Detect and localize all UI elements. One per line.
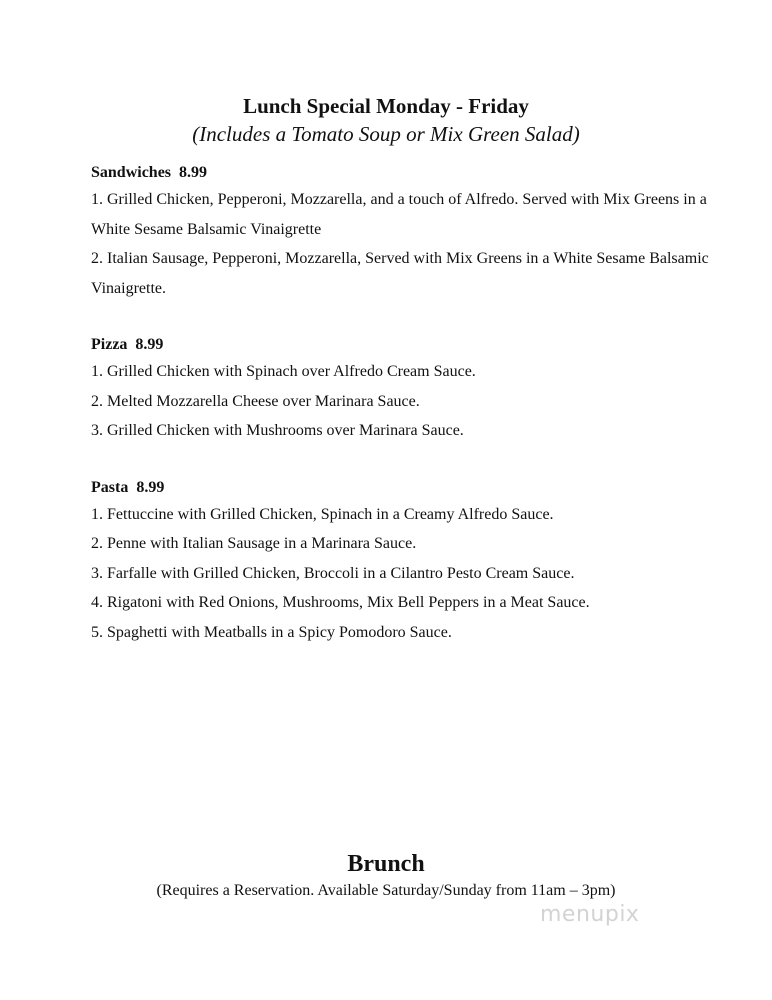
section-heading: Pizza 8.99 [91,336,164,353]
section-pasta [91,475,711,648]
menu-item: 2. Penne with Italian Sausage in a Marinara Sauce. [91,535,417,552]
menupix-watermark: menupix [540,902,640,927]
brunch-title: Brunch [347,851,425,877]
menu-item: 1. Grilled Chicken, Pepperoni, Mozzarella, and a touch of Alfredo. Served with Mix Greens in a White Sesame Balsamic Vinaigrette [91,191,707,238]
section-sandwiches [91,160,711,303]
menu-item: 3. Farfalle with Grilled Chicken, Broccoli in a Cilantro Pesto Cream Sauce. [91,564,575,582]
page-subtitle: (Includes a Tomato Soup or Mix Green Salad) [192,122,580,146]
page-title: Lunch Special Monday - Friday [243,94,529,118]
menu-item: 1. Grilled Chicken with Spinach over Alfredo Cream Sauce. [91,363,476,380]
menu-item: 1. Fettuccine with Grilled Chicken, Spinach in a Creamy Alfredo Sauce. [91,505,554,523]
brunch-section [0,848,772,902]
menu-item: 4. Rigatoni with Red Onions, Mushrooms, Mix Bell Peppers in a Meat Sauce. [91,594,590,611]
menu-item: 2. Melted Mozzarella Cheese over Marinara Sauce. [91,392,420,410]
lunch-special-header [0,92,772,148]
section-heading: Pasta 8.99 [91,478,165,496]
menu-sections [91,160,711,676]
section-heading: Sandwiches 8.99 [91,164,208,181]
brunch-note: (Requires a Reservation. Available Saturday/Sunday from 11am – 3pm) [156,882,616,899]
menu-item: 2. Italian Sausage, Pepperoni, Mozzarella, Served with Mix Greens in a White Sesame Balsamic Vinaigrette. [91,250,709,297]
section-pizza [91,332,711,446]
menu-item: 5. Spaghetti with Meatballs in a Spicy Pomodoro Sauce. [91,623,452,641]
menu-item: 3. Grilled Chicken with Mushrooms over Marinara Sauce. [91,422,464,439]
